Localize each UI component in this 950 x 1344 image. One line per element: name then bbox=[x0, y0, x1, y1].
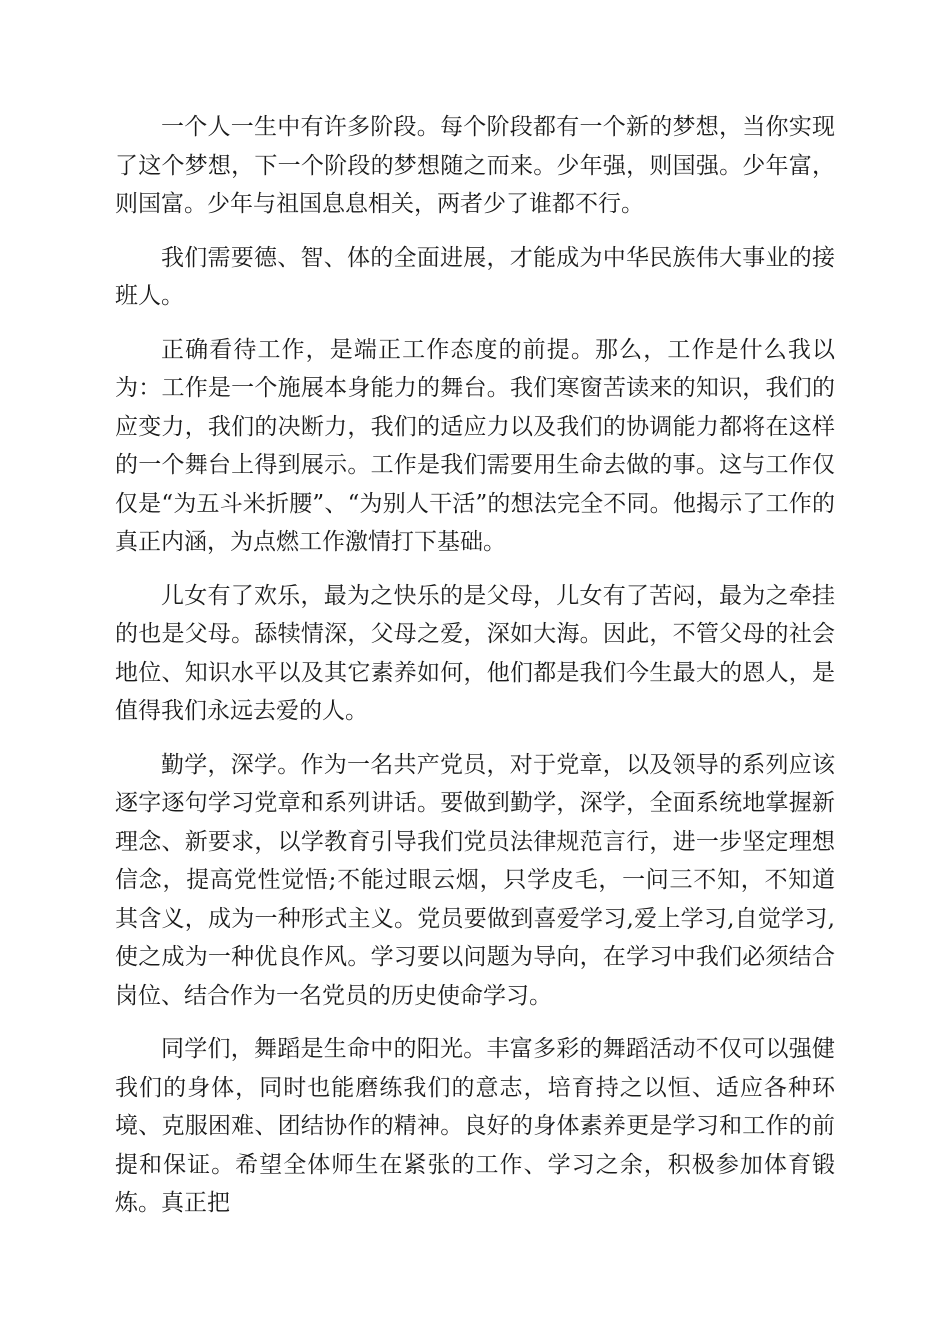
paragraph-2: 我们需要德、智、体的全面进展，才能成为中华民族伟大事业的接班人。 bbox=[115, 244, 835, 309]
paragraph-6: 同学们，舞蹈是生命中的阳光。丰富多彩的舞蹈活动不仅可以强健我们的身体，同时也能磨练我们的意志，培育持之以恒、适应各种环境、克服困难、团结协作的精神。良好的身体素养更是学习和工作的前提和保证。希望全体师生在紧张的工作、学习之余，积极参加体育锻炼。真正把 bbox=[115, 1036, 835, 1216]
document-body bbox=[115, 108, 835, 1238]
paragraph-3: 正确看待工作，是端正工作态度的前提。那么，工作是什么我以为：工作是一个施展本身能力的舞台。我们寒窗苦读来的知识，我们的应变力，我们的决断力，我们的适应力以及我们的协调能力都将在这样的一个舞台上得到展示。工作是我们需要用生命去做的事。这与工作仅仅是“为五斗米折腰”、“为别人干活”的想法完全不同。他揭示了工作的真正内涵，为点燃工作激情打下基础。 bbox=[115, 336, 835, 555]
paragraph-4: 儿女有了欢乐，最为之快乐的是父母，儿女有了苦闷，最为之牵挂的也是父母。舔犊情深，父母之爱，深如大海。因此，不管父母的社会地位、知识水平以及其它素养如何，他们都是我们今生最大的恩人，是值得我们永远去爱的人。 bbox=[115, 582, 835, 724]
paragraph-5: 勤学，深学。作为一名共产党员，对于党章，以及领导的系列应该逐字逐句学习党章和系列讲话。要做到勤学，深学，全面系统地掌握新理念、新要求，以学教育引导我们党员法律规范言行，进一步坚定理想信念，提高党性觉悟;不能过眼云烟，只学皮毛，一问三不知，不知道其含义，成为一种形式主义。党员要做到喜爱学习,爱上学习,自觉学习,使之成为一种优良作风。学习要以问题为导向，在学习中我们必须结合岗位、结合作为一名党员的历史使命学习。 bbox=[115, 751, 835, 1009]
paragraph-1: 一个人一生中有许多阶段。每个阶段都有一个新的梦想，当你实现了这个梦想，下一个阶段的梦想随之而来。少年强，则国强。少年富，则国富。少年与祖国息息相关，两者少了谁都不行。 bbox=[115, 114, 835, 217]
